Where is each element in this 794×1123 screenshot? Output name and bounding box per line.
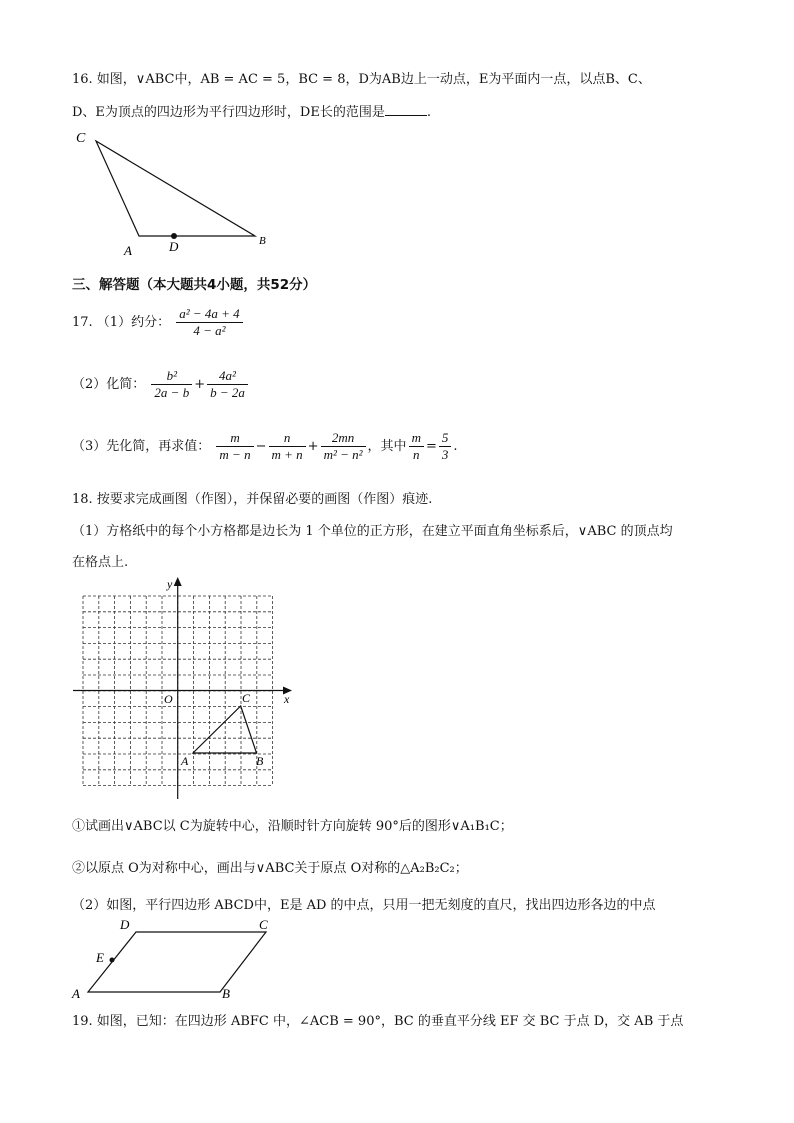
operator: + — [307, 439, 319, 454]
denominator: n — [409, 446, 424, 463]
label-b: B — [222, 986, 230, 1001]
q18-part2: （2）如图，平行四边形 ABCD中，E是 AD 的中点，只用一把无刻度的直尺，找出四边形各边的中点 — [72, 898, 656, 913]
answer-blank — [385, 103, 427, 116]
denominator: 2a − b — [151, 384, 192, 401]
numerator: m — [411, 430, 421, 445]
label-d: D — [169, 239, 179, 254]
q17-part2 — [72, 368, 250, 401]
operator: − — [255, 439, 267, 454]
q17-part1-label: 17. （1）约分： — [72, 315, 171, 330]
numerator: 2mn — [331, 430, 355, 445]
q17-part3 — [72, 430, 458, 463]
denominator: m + n — [269, 446, 306, 463]
y-axis-arrow — [174, 577, 182, 586]
label-x: x — [284, 692, 290, 706]
numerator: 5 — [441, 430, 449, 445]
q17-part3-label: （3）先化简，再求值： — [72, 439, 211, 454]
label-d: D — [120, 917, 130, 932]
fraction — [321, 430, 366, 463]
q17-part1 — [72, 306, 245, 339]
numerator: 4a² — [219, 368, 236, 383]
condition-text: ，其中 — [367, 439, 407, 454]
label-origin: O — [164, 692, 173, 706]
fraction — [176, 306, 242, 339]
fraction — [439, 430, 452, 463]
denominator: b − 2a — [207, 384, 248, 401]
label-a: A — [181, 754, 189, 768]
operator: + — [194, 377, 206, 392]
denominator: m² − n² — [321, 446, 366, 463]
triangle-abc — [96, 141, 255, 236]
q19-line1: 19. 如图，已知：在四边形 ABFC 中，∠ACB = 90°，BC 的垂直平分线 EF 交 BC 于点 D，交 AB 于点 — [72, 1014, 684, 1029]
label-c: C — [76, 131, 86, 146]
q16-line2-end: . — [426, 105, 431, 120]
numerator: n — [283, 430, 291, 445]
q18-part1-line2: 在格点上. — [72, 555, 129, 570]
fraction — [151, 368, 192, 401]
triangle-abc-grid — [193, 706, 257, 753]
label-b: B — [259, 235, 266, 247]
coordinate-grid-figure — [70, 575, 300, 805]
q16-line2 — [72, 101, 431, 120]
fraction — [207, 368, 248, 401]
denominator: 3 — [439, 446, 452, 463]
section-heading: 三、解答题（本大题共4小题，共52分） — [72, 277, 317, 293]
label-y: y — [167, 577, 173, 591]
q18-task2: ②以原点 O为对称中心，画出与∨ABC关于原点 O对称的△A₂B₂C₂； — [72, 861, 468, 876]
fraction — [216, 430, 253, 463]
label-a: A — [124, 243, 132, 258]
q16-line1: 16. 如图，∨ABC中，AB = AC = 5，BC = 8，D为AB边上一动点，E为平面内一点，以点B、C、 — [72, 72, 651, 87]
label-b: B — [256, 754, 264, 768]
numerator: a² − 4a + 4 — [179, 306, 240, 321]
numerator: b² — [166, 368, 178, 383]
fraction — [409, 430, 424, 463]
point-e — [110, 958, 115, 963]
label-e: E — [96, 950, 104, 965]
q18-task1: ①试画出∨ABC以 C为旋转中心，沿顺时针方向旋转 90°后的图形∨A₁B₁C； — [72, 819, 513, 834]
label-a: A — [72, 986, 80, 1001]
denominator: 4 − a² — [176, 322, 242, 339]
label-c: C — [242, 691, 251, 705]
q16-triangle-figure — [60, 125, 290, 260]
parallelogram-figure — [68, 914, 288, 1004]
equals-sign: = — [425, 439, 437, 454]
q16-line2-text: D、E为顶点的四边形为平行四边形时，DE长的范围是 — [72, 105, 385, 120]
q18-part1-line1: （1）方格纸中的每个小方格都是边长为 1 个单位的正方形，在建立平面直角坐标系后，∨ABC 的顶点均 — [72, 524, 673, 539]
denominator: m − n — [216, 446, 253, 463]
fraction — [269, 430, 306, 463]
period: . — [453, 439, 458, 454]
numerator: m — [230, 430, 240, 445]
q18-intro: 18. 按要求完成画图（作图），并保留必要的画图（作图）痕迹. — [72, 492, 433, 507]
q17-part2-label: （2）化简： — [72, 377, 146, 392]
parallelogram-abcd — [88, 932, 266, 992]
label-c: C — [259, 917, 268, 932]
